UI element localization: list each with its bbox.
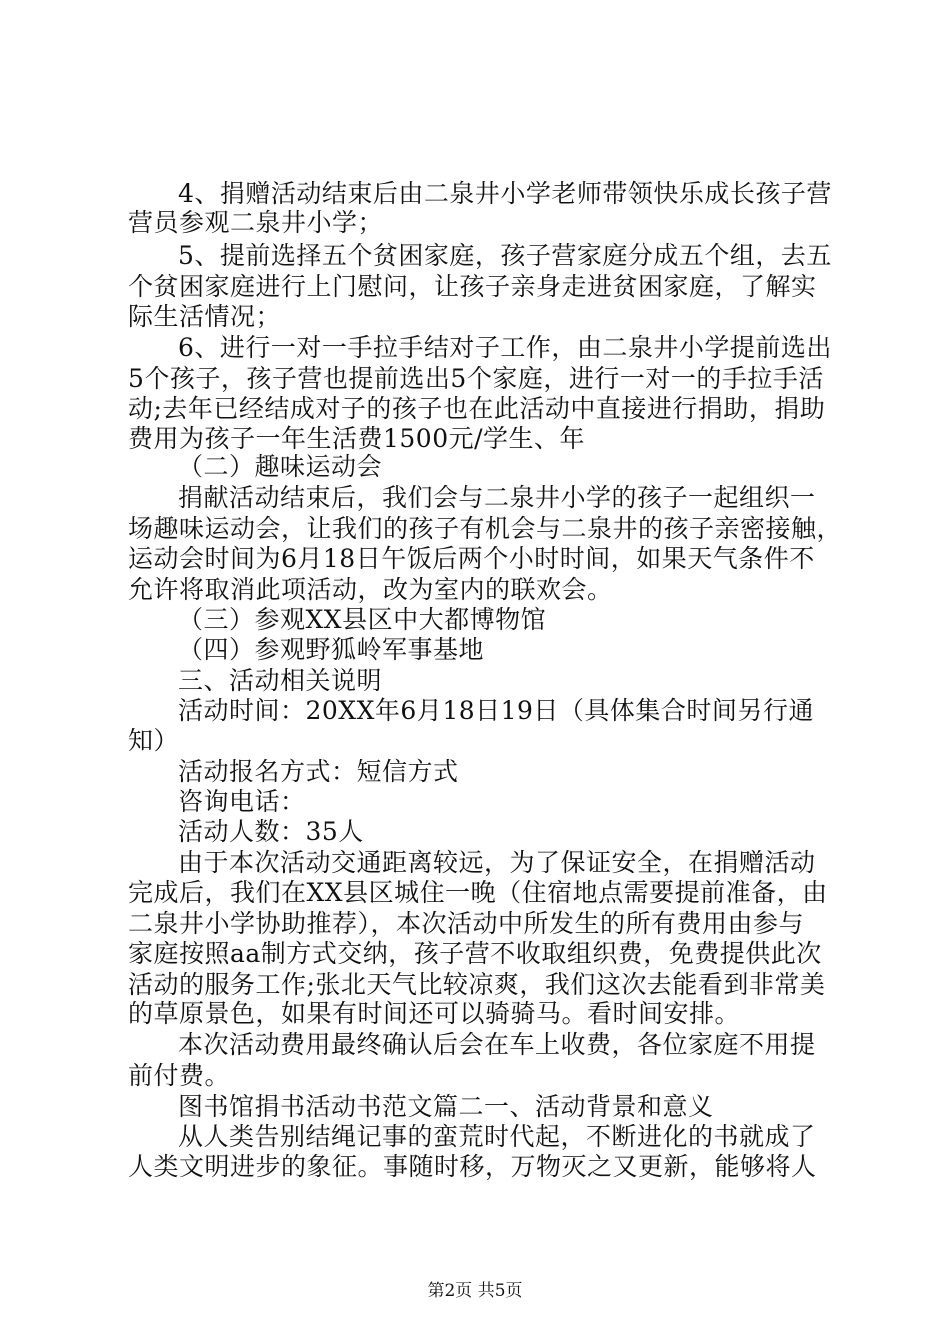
text-line: 4、捐赠活动结束后由二泉井小学老师带领快乐成长孩子营 — [178, 179, 832, 208]
text-line: 个贫困家庭进行上门慰问，让孩子亲身走进贫困家庭，了解实 — [128, 272, 817, 301]
text-line: （二）趣味运动会 — [178, 452, 383, 481]
text-line: 由于本次活动交通距离较远，为了保证安全，在捐赠活动 — [178, 848, 816, 877]
text-line: （四）参观野狐岭军事基地 — [178, 635, 485, 664]
text-line: 活动时间：20XX年6月18日19日（具体集合时间另行通 — [178, 696, 814, 725]
text-line: 咨询电话： — [178, 787, 306, 816]
text-line: 知） — [128, 726, 180, 755]
page-footer: 第2页 共5页 — [427, 1281, 523, 1301]
text-line: 活动报名方式：短信方式 — [178, 757, 459, 786]
text-line: 二泉井小学协助推荐），本次活动中所发生的所有费用由参与 — [128, 909, 805, 938]
text-line: 5、提前选择五个贫困家庭，孩子营家庭分成五个组，去五 — [178, 241, 832, 270]
text-line: 三、活动相关说明 — [178, 666, 383, 695]
text-line: 6、进行一对一手拉手结对子工作，由二泉井小学提前选出 — [178, 333, 832, 362]
text-line: 活动的服务工作;张北天气比较凉爽，我们这次去能看到非常美 — [128, 970, 826, 999]
text-line: 费用为孩子一年生活费1500元/学生、年 — [128, 424, 586, 453]
text-line: 活动人数：35人 — [178, 817, 364, 846]
text-line: 从人类告别结绳记事的蛮荒时代起，不断进化的书就成了 — [178, 1122, 816, 1151]
text-line: 的草原景色，如果有时间还可以骑骑马。看时间安排。 — [128, 999, 741, 1028]
text-line: 完成后，我们在XX县区城住一晚（住宿地点需要提前准备，由 — [128, 878, 828, 907]
text-line: 人类文明进步的象征。事随时移，万物灭之又更新，能够将人 — [128, 1152, 817, 1181]
text-line: 本次活动费用最终确认后会在车上收费，各位家庭不用提 — [178, 1030, 816, 1059]
text-line: （三）参观XX县区中大都博物馆 — [178, 605, 547, 634]
text-line: 5个孩子，孩子营也提前选出5个家庭，进行一对一的手拉手活 — [128, 364, 824, 393]
text-line: 营员参观二泉井小学； — [128, 208, 384, 237]
text-line: 图书馆捐书活动书范文篇二一、活动背景和意义 — [178, 1092, 714, 1121]
text-line: 允许将取消此项活动，改为室内的联欢会。 — [128, 575, 613, 604]
text-line: 际生活情况； — [128, 302, 282, 331]
text-line: 动;去年已经结成对子的孩子也在此活动中直接进行捐助，捐助 — [128, 394, 826, 423]
text-line: 捐献活动结束后，我们会与二泉井小学的孩子一起组织一 — [178, 483, 816, 512]
text-line: 运动会时间为6月18日午饭后两个小时时间，如果天气条件不 — [128, 544, 815, 573]
text-line: 家庭按照aa制方式交纳，孩子营不收取组织费，免费提供此次 — [128, 939, 822, 968]
text-line: 前付费。 — [128, 1061, 231, 1090]
text-line: 场趣味运动会，让我们的孩子有机会与二泉井的孩子亲密接触， — [128, 514, 843, 543]
